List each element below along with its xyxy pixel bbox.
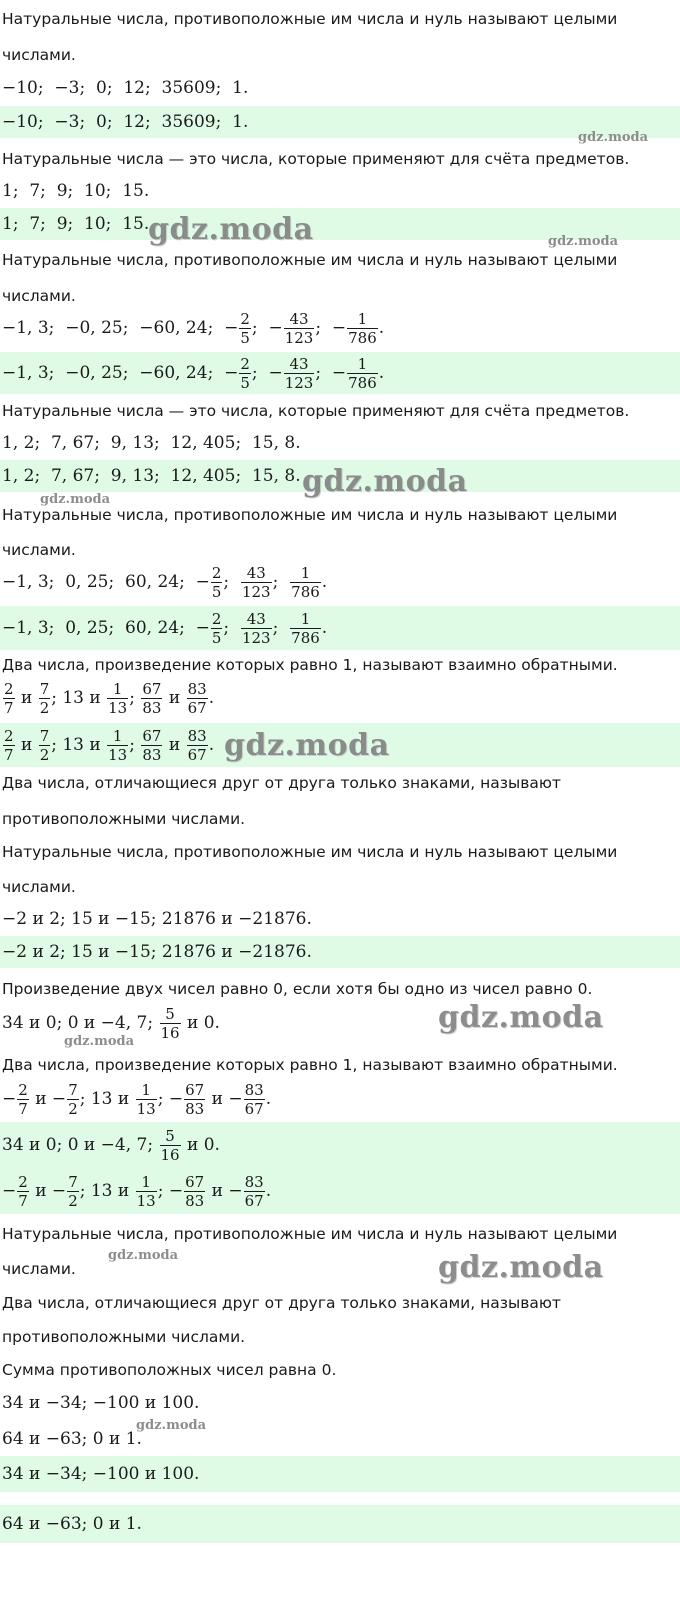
fraction [347, 309, 378, 347]
math-text: и − [29, 1089, 67, 1109]
math-text: и [15, 688, 38, 708]
math-text: ; [272, 572, 290, 592]
fraction [284, 309, 315, 347]
fraction-numerator: 67 [185, 1172, 205, 1191]
fraction-numerator: 43 [284, 357, 315, 374]
fraction [39, 679, 51, 717]
fraction-denominator: 67 [187, 698, 207, 717]
fraction-numerator: 1 [290, 612, 321, 629]
math-text: . [321, 618, 328, 638]
math-text: −1, 3; 0, 25; 60, 24; − [2, 572, 210, 592]
fraction-numerator: 83 [244, 1172, 264, 1191]
math-text: . [378, 363, 385, 383]
highlighted-answer-line-21 [0, 723, 680, 767]
highlighted-answer-line-27 [0, 936, 680, 968]
fraction-denominator: 7 [18, 1191, 28, 1210]
example-line-29 [0, 1000, 680, 1046]
example-line-13 [0, 428, 680, 458]
fraction-denominator: 5 [240, 373, 250, 392]
fraction [290, 563, 321, 601]
line-text: числами. [2, 46, 76, 64]
math-text: ; − [157, 1181, 184, 1201]
example-line-40 [0, 1424, 680, 1454]
fraction-denominator: 123 [284, 328, 314, 347]
fraction-numerator: 43 [241, 612, 272, 629]
fraction [141, 679, 162, 717]
math-text: и − [206, 1181, 243, 1201]
math-text: −1, 3; 0, 25; 60, 24; − [2, 618, 210, 638]
highlighted-answer-line-18 [0, 606, 680, 650]
math-text: 1; 7; 9; 10; 15. [2, 214, 150, 234]
fraction [211, 563, 223, 601]
fraction-numerator: 83 [187, 679, 207, 698]
fraction-denominator: 67 [187, 745, 207, 764]
fraction-numerator: 7 [39, 726, 50, 745]
fraction [239, 309, 251, 347]
math-text: ; [129, 688, 141, 708]
math-text: и [163, 735, 186, 755]
math-text: и 0. [181, 1013, 220, 1033]
definition-line-28 [0, 975, 680, 1003]
line-text: числами. [2, 287, 76, 305]
fraction-numerator: 2 [4, 679, 14, 698]
fraction-denominator: 67 [244, 1191, 264, 1210]
watermark-logo: gdz.moda [224, 728, 390, 763]
definition-line-15 [0, 502, 680, 528]
fraction-numerator: 1 [347, 312, 378, 329]
fraction-numerator: 2 [4, 726, 14, 745]
math-text: ; − [251, 318, 283, 338]
math-text: ; [223, 618, 240, 638]
line-text: Натуральные числа, противоположные им числа и нуль называют целыми [2, 10, 618, 28]
math-text: и − [206, 1089, 243, 1109]
watermark-logo: gdz.moda [578, 130, 649, 145]
fraction-numerator: 2 [240, 309, 250, 328]
math-text: и [15, 735, 38, 755]
line-text: Натуральные числа, противоположные им числа и нуль называют целыми [2, 1225, 618, 1243]
fraction-denominator: 123 [241, 628, 271, 647]
example-line-39 [0, 1388, 680, 1418]
fraction-denominator: 2 [68, 1191, 78, 1210]
math-text: 1, 2; 7, 67; 9, 13; 12, 405; 15, 8. [2, 433, 301, 453]
math-text: ; − [251, 363, 283, 383]
fraction-denominator: 786 [291, 628, 320, 647]
math-text: 64 и −63; 0 и 1. [2, 1429, 142, 1449]
math-text: ; 13 и [51, 688, 107, 708]
fraction-numerator: 67 [142, 726, 162, 745]
fraction-numerator: 43 [284, 312, 315, 329]
math-text: ; [223, 572, 240, 592]
fraction [347, 354, 378, 392]
fraction [136, 1080, 157, 1118]
math-text: . [378, 318, 385, 338]
fraction [3, 726, 15, 764]
fraction-denominator: 123 [241, 582, 271, 601]
fraction [67, 1172, 79, 1210]
fraction [160, 1126, 181, 1164]
fraction-numerator: 1 [107, 729, 128, 746]
example-line-3 [0, 73, 680, 103]
definition-line-30 [0, 1052, 680, 1078]
fraction-numerator: 1 [107, 682, 128, 699]
math-text: и [163, 688, 186, 708]
example-line-31 [0, 1076, 680, 1122]
fraction-numerator: 2 [211, 563, 222, 582]
fraction-denominator: 16 [160, 1145, 180, 1164]
fraction-denominator: 83 [142, 745, 162, 764]
example-line-10 [0, 306, 680, 350]
fraction [244, 1172, 265, 1210]
fraction-denominator: 2 [68, 1099, 78, 1118]
math-text: ; [272, 618, 290, 638]
math-text: . [208, 735, 215, 755]
fraction-denominator: 5 [211, 628, 222, 647]
math-text: 64 и −63; 0 и 1. [2, 1514, 142, 1534]
highlighted-answer-line-32 [0, 1122, 680, 1168]
math-text: 1, 2; 7, 67; 9, 13; 12, 405; 15, 8. [2, 466, 301, 486]
fraction [107, 726, 128, 764]
watermark-logo: gdz.moda [148, 212, 314, 247]
fraction-denominator: 5 [240, 328, 250, 347]
fraction [39, 726, 51, 764]
fraction-numerator: 67 [142, 679, 162, 698]
math-text: ; 13 и [51, 735, 107, 755]
fraction-denominator: 786 [348, 328, 377, 347]
math-text: ; 13 и [79, 1089, 135, 1109]
fraction-denominator: 7 [18, 1099, 28, 1118]
fraction-denominator: 2 [39, 745, 50, 764]
math-text: − [2, 1089, 17, 1109]
fraction-denominator: 786 [291, 582, 320, 601]
math-text: 1; 7; 9; 10; 15. [2, 181, 150, 201]
definition-line-38 [0, 1357, 680, 1383]
math-text: −1, 3; −0, 25; −60, 24; − [2, 318, 239, 338]
math-text: −2 и 2; 15 и −15; 21876 и −21876. [2, 909, 312, 929]
definition-line-1 [0, 4, 680, 34]
line-text: числами. [2, 541, 76, 559]
highlighted-answer-line-14 [0, 460, 680, 492]
math-text: . [265, 1089, 272, 1109]
watermark-logo: gdz.moda [64, 1034, 135, 1049]
fraction [211, 609, 223, 647]
line-text: Натуральные числа — это числа, которые применяют для счёта предметов. [2, 402, 630, 420]
definition-line-36 [0, 1290, 680, 1316]
math-text: и − [29, 1181, 67, 1201]
watermark-logo: gdz.moda [438, 1000, 604, 1035]
fraction-numerator: 1 [136, 1175, 157, 1192]
fraction [290, 609, 321, 647]
example-line-20 [0, 675, 680, 721]
highlighted-answer-line-42 [0, 1505, 680, 1543]
fraction [241, 563, 272, 601]
math-text: ; − [157, 1089, 184, 1109]
fraction-numerator: 83 [187, 726, 207, 745]
example-line-17 [0, 560, 680, 604]
fraction-numerator: 7 [39, 679, 50, 698]
example-line-6 [0, 176, 680, 206]
fraction [17, 1080, 29, 1118]
watermark-logo: gdz.moda [302, 464, 468, 499]
fraction [187, 679, 208, 717]
fraction-numerator: 7 [68, 1172, 78, 1191]
math-text: ; − [315, 318, 347, 338]
math-text: −10; −3; 0; 12; 35609; 1. [2, 112, 249, 132]
watermark-logo: gdz.moda [40, 492, 111, 507]
line-text: Два числа, произведение которых равно 1, называют взаимно обратными. [2, 1056, 618, 1074]
fraction [67, 1080, 79, 1118]
fraction [187, 726, 208, 764]
math-text: −1, 3; −0, 25; −60, 24; − [2, 363, 239, 383]
fraction-numerator: 7 [68, 1080, 78, 1099]
fraction [239, 354, 251, 392]
definition-line-23 [0, 806, 680, 832]
fraction [17, 1172, 29, 1210]
math-text: 34 и 0; 0 и −4, 7; [2, 1013, 159, 1033]
fraction-denominator: 786 [348, 373, 377, 392]
line-text: Произведение двух чисел равно 0, если хотя бы одно из чисел равно 0. [2, 980, 593, 998]
math-text: . [265, 1181, 272, 1201]
highlighted-answer-line-33 [0, 1168, 680, 1214]
highlighted-answer-line-41 [0, 1456, 680, 1492]
definition-line-24 [0, 839, 680, 865]
watermark-logo: gdz.moda [438, 1250, 604, 1285]
definition-line-5 [0, 146, 680, 172]
fraction-denominator: 5 [211, 582, 222, 601]
watermark-logo: gdz.moda [548, 234, 619, 249]
highlighted-answer-line-11 [0, 352, 680, 394]
fraction-denominator: 123 [284, 373, 314, 392]
line-text: Два числа, отличающиеся друг от друга только знаками, называют [2, 774, 561, 792]
fraction-numerator: 43 [241, 566, 272, 583]
fraction-numerator: 1 [290, 566, 321, 583]
highlighted-answer-line-4 [0, 106, 680, 138]
definition-line-35 [0, 1256, 680, 1282]
math-text: 34 и 0; 0 и −4, 7; [2, 1135, 159, 1155]
fraction-numerator: 2 [18, 1080, 28, 1099]
fraction-denominator: 83 [142, 698, 162, 717]
math-text: 34 и −34; −100 и 100. [2, 1464, 200, 1484]
math-text: 34 и −34; −100 и 100. [2, 1393, 200, 1413]
fraction [107, 679, 128, 717]
fraction-denominator: 83 [185, 1191, 205, 1210]
line-text: Натуральные числа, противоположные им числа и нуль называют целыми [2, 506, 618, 524]
fraction-numerator: 5 [160, 1007, 181, 1024]
fraction-numerator: 67 [185, 1080, 205, 1099]
fraction-denominator: 2 [39, 698, 50, 717]
definition-line-12 [0, 398, 680, 424]
fraction-denominator: 13 [108, 698, 128, 717]
fraction-denominator: 13 [136, 1099, 156, 1118]
line-text: Натуральные числа — это числа, которые применяют для счёта предметов. [2, 150, 630, 168]
math-text: ; [129, 735, 141, 755]
math-text: и 0. [181, 1135, 220, 1155]
math-text: . [321, 572, 328, 592]
line-text: числами. [2, 878, 76, 896]
fraction-denominator: 13 [108, 745, 128, 764]
fraction [184, 1172, 205, 1210]
fraction-denominator: 83 [185, 1099, 205, 1118]
fraction [141, 726, 162, 764]
definition-line-2 [0, 42, 680, 68]
definition-line-8 [0, 247, 680, 273]
definition-line-22 [0, 770, 680, 796]
fraction-denominator: 67 [244, 1099, 264, 1118]
definition-line-37 [0, 1324, 680, 1350]
line-text: Два числа, отличающиеся друг от друга только знаками, называют [2, 1294, 561, 1312]
fraction [184, 1080, 205, 1118]
line-text: противоположными числами. [2, 1328, 246, 1346]
fraction [3, 679, 15, 717]
definition-line-34 [0, 1221, 680, 1247]
fraction-numerator: 83 [244, 1080, 264, 1099]
fraction-numerator: 2 [211, 609, 222, 628]
fraction [241, 609, 272, 647]
line-text: Два числа, произведение которых равно 1, называют взаимно обратными. [2, 656, 618, 674]
fraction-denominator: 7 [4, 745, 14, 764]
math-text: −2 и 2; 15 и −15; 21876 и −21876. [2, 942, 312, 962]
fraction-numerator: 5 [160, 1129, 181, 1146]
fraction-numerator: 1 [136, 1083, 157, 1100]
fraction [284, 354, 315, 392]
highlighted-answer-line-7 [0, 208, 680, 240]
line-text: Натуральные числа, противоположные им числа и нуль называют целыми [2, 251, 618, 269]
fraction-denominator: 7 [4, 698, 14, 717]
watermark-logo: gdz.moda [136, 1418, 207, 1433]
math-text: . [208, 688, 215, 708]
definition-line-25 [0, 874, 680, 900]
math-text: −10; −3; 0; 12; 35609; 1. [2, 78, 249, 98]
fraction-numerator: 2 [18, 1172, 28, 1191]
line-text: числами. [2, 1260, 76, 1278]
watermark-logo: gdz.moda [108, 1248, 179, 1263]
line-text: Сумма противоположных чисел равна 0. [2, 1361, 337, 1379]
fraction-denominator: 13 [136, 1191, 156, 1210]
fraction [136, 1172, 157, 1210]
fraction-numerator: 2 [240, 354, 250, 373]
line-text: Натуральные числа, противоположные им числа и нуль называют целыми [2, 843, 618, 861]
math-text: ; 13 и [79, 1181, 135, 1201]
example-line-26 [0, 904, 680, 934]
line-text: противоположными числами. [2, 810, 246, 828]
fraction [244, 1080, 265, 1118]
math-text: ; − [315, 363, 347, 383]
fraction-denominator: 16 [160, 1023, 180, 1042]
fraction-numerator: 1 [347, 357, 378, 374]
fraction [160, 1004, 181, 1042]
math-text: − [2, 1181, 17, 1201]
